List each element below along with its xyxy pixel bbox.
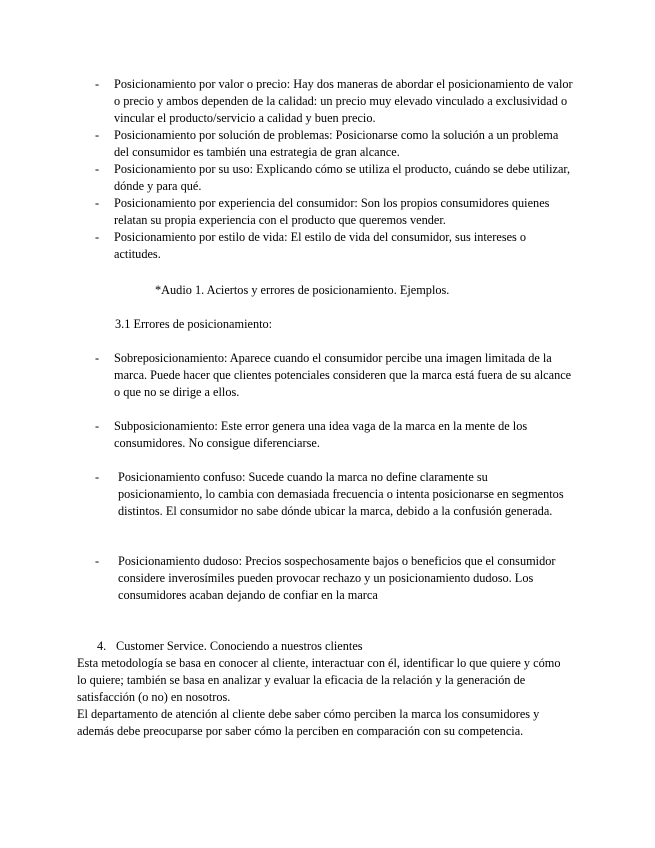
paragraph: Esta metodología se basa en conocer al cliente, interactuar con él, identificar lo que quiere y cómo lo quiere; también se basa en analizar y evaluar la eficacia de la relación y la generación de satisfacción (o no) en nosotros.	[77, 656, 561, 704]
list-item-text: Posicionamiento por valor o precio: Hay dos maneras de abordar el posicionamiento de valor o precio y ambos dependen de la calidad: un precio muy elevado vinculado a exclusividad o vincular el producto/servicio a calidad y buen precio.	[114, 77, 573, 125]
list-item	[95, 418, 575, 452]
list-item-text: Posicionamiento por experiencia del consumidor: Son los propios consumidores quienes relatan su propia experiencia con el producto que queremos vender.	[114, 196, 550, 227]
list-item	[95, 469, 575, 520]
list-item	[95, 161, 575, 195]
list-item-text: Posicionamiento por su uso: Explicando cómo se utiliza el producto, cuándo se debe utilizar, dónde y para qué.	[114, 162, 571, 193]
list-item-text: Posicionamiento por solución de problemas: Posicionarse como la solución a un problema del consumidor es también una estrategia de gran alcance.	[114, 128, 559, 159]
list-bullet: -	[95, 554, 100, 568]
list-bullet: -	[95, 351, 100, 365]
list-bullet: -	[95, 77, 100, 91]
list-bullet: -	[95, 162, 100, 176]
list-item	[95, 229, 575, 263]
section-title: Customer Service. Conociendo a nuestros clientes	[116, 639, 363, 653]
list-item	[95, 553, 575, 604]
paragraph: El departamento de atención al cliente debe saber cómo perciben la marca los consumidores y además debe preocuparse por saber cómo la perciben en comparación con su competencia.	[77, 707, 540, 738]
list-item	[95, 127, 575, 161]
section-number: 4.	[97, 639, 107, 653]
section-heading-customer-service	[97, 638, 363, 655]
list-bullet: -	[95, 470, 100, 484]
error-item-block	[95, 418, 575, 452]
list-bullet: -	[95, 196, 100, 210]
error-item-block	[95, 553, 575, 604]
error-item-block	[95, 350, 575, 401]
list-item-text: Sobreposicionamiento: Aparece cuando el consumidor percibe una imagen limitada de la marca. Puede hacer que clientes potenciales consideren que la marca está fuera de su alcance o que no se dirige a ellos.	[114, 351, 572, 399]
audio-note: *Audio 1. Aciertos y errores de posicionamiento. Ejemplos.	[155, 283, 450, 297]
list-item	[95, 76, 575, 127]
list-item-text: Posicionamiento por estilo de vida: El estilo de vida del consumidor, sus intereses o actitudes.	[114, 230, 527, 261]
list-item-text: Subposicionamiento: Este error genera una idea vaga de la marca en la mente de los consumidores. No consigue diferenciarse.	[114, 419, 528, 450]
list-item	[95, 350, 575, 401]
section-heading-errors: 3.1 Errores de posicionamiento:	[115, 317, 273, 331]
body-text	[77, 655, 567, 740]
list-item-text: Posicionamiento dudoso: Precios sospechosamente bajos o beneficios que el consumidor considere inverosímiles pueden provocar rechazo y un posicionamiento dudoso. Los consumidores acaban dejando de confiar en la marca	[118, 554, 556, 602]
list-item-text: Posicionamiento confuso: Sucede cuando la marca no define claramente su posicionamiento, lo cambia con demasiada frecuencia o intenta posicionarse en segmentos distintos. El consumidor no sabe dónde ubicar la marca, debido a la confusión generada.	[118, 470, 564, 518]
list-bullet: -	[95, 419, 100, 433]
positioning-types-list	[95, 76, 575, 263]
list-bullet: -	[95, 128, 100, 142]
list-item	[95, 195, 575, 229]
error-item-block	[95, 469, 575, 520]
list-bullet: -	[95, 230, 100, 244]
